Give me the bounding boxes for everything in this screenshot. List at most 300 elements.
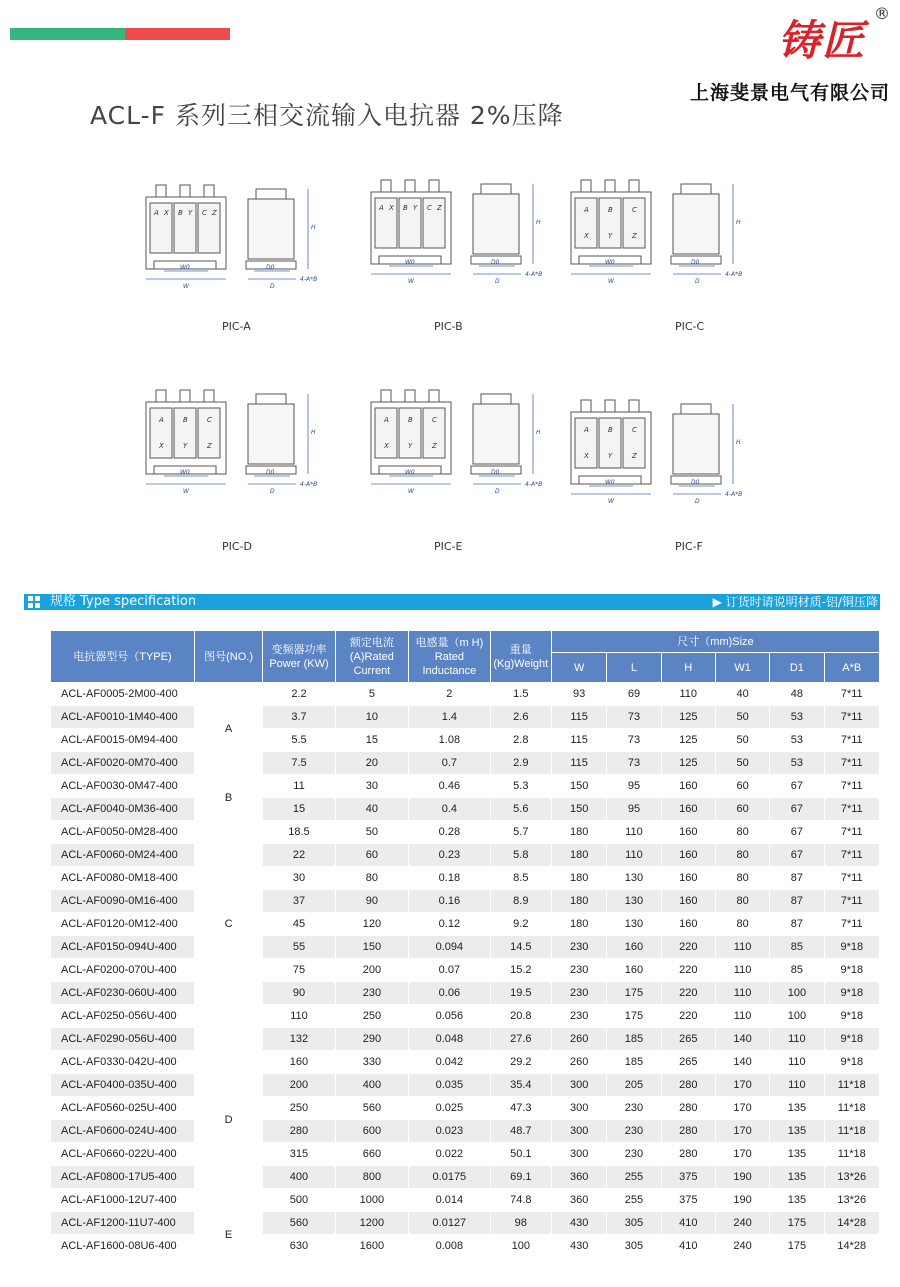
- cell-value: 35.4: [490, 1074, 551, 1097]
- order-note: ▶ 订货时请说明材质-铝/铜压降: [712, 595, 878, 609]
- cell-value: 55: [263, 936, 335, 959]
- cell-value: 220: [661, 982, 715, 1005]
- cell-value: 67: [770, 821, 824, 844]
- cell-value: 180: [551, 867, 606, 890]
- cell-value: 0.025: [409, 1097, 490, 1120]
- dimension-label: 4-A*B: [725, 271, 743, 278]
- cell-value: 5.7: [490, 821, 551, 844]
- cell-value: 230: [551, 1005, 606, 1028]
- cell-value: 500: [263, 1189, 335, 1212]
- coil-label: B: [183, 416, 188, 424]
- coil-label: C: [427, 204, 432, 212]
- cell-value: 5.6: [490, 798, 551, 821]
- cell-value: 230: [551, 936, 606, 959]
- terminal: [605, 400, 615, 412]
- cell-type: ACL-AF0020-0M70-400: [51, 752, 195, 775]
- cell-value: 2: [409, 683, 490, 706]
- cell-value: 110: [263, 1005, 335, 1028]
- cell-value: 260: [551, 1028, 606, 1051]
- cell-value: 2.8: [490, 729, 551, 752]
- drawing-label: PIC-C: [675, 320, 705, 333]
- cell-value: 360: [551, 1166, 606, 1189]
- cell-value: 7*11: [824, 752, 879, 775]
- cell-value: 305: [607, 1235, 661, 1258]
- dimension-label: W: [183, 488, 189, 495]
- cell-value: 160: [607, 936, 661, 959]
- cell-value: 8.9: [490, 890, 551, 913]
- cell-value: 125: [661, 706, 715, 729]
- cell-value: 50.1: [490, 1143, 551, 1166]
- cell-value: 90: [335, 890, 408, 913]
- cell-value: 15: [335, 729, 408, 752]
- cell-value: 0.28: [409, 821, 490, 844]
- decor-color-bar: [10, 28, 230, 40]
- coil-label: Y: [413, 204, 418, 212]
- cell-value: 125: [661, 752, 715, 775]
- cell-value: 130: [607, 913, 661, 936]
- cell-value: 69.1: [490, 1166, 551, 1189]
- cell-value: 180: [551, 844, 606, 867]
- coil-label: Z: [632, 452, 637, 460]
- table-row: [51, 844, 880, 867]
- cell-value: 95: [607, 798, 661, 821]
- coil-label: C: [207, 416, 212, 424]
- cell-value: 630: [263, 1235, 335, 1258]
- header-size: 尺寸（mm)Size: [551, 631, 879, 653]
- cell-value: 110: [715, 982, 769, 1005]
- cell-type: ACL-AF0120-0M12-400: [51, 913, 195, 936]
- cell-value: 410: [661, 1212, 715, 1235]
- side-terminal: [256, 189, 286, 199]
- dimension-label: W0: [180, 264, 190, 271]
- cell-value: 9*18: [824, 1005, 879, 1028]
- cell-value: 140: [715, 1028, 769, 1051]
- drawing-label: PIC-B: [434, 320, 463, 333]
- terminal: [204, 390, 214, 402]
- cell-type: ACL-AF0005-2M00-400: [51, 683, 195, 706]
- cell-value: 9.2: [490, 913, 551, 936]
- dimension-label: D0: [491, 469, 500, 476]
- header-size-col: H: [661, 653, 715, 683]
- drawing-pic-c: [565, 170, 765, 310]
- spec-table: [50, 630, 880, 1258]
- coil-label: C: [632, 206, 637, 214]
- cell-value: 5.3: [490, 775, 551, 798]
- cell-pic: E: [194, 1212, 262, 1258]
- cell-value: 180: [551, 821, 606, 844]
- cell-value: 0.023: [409, 1120, 490, 1143]
- cell-value: 80: [715, 890, 769, 913]
- cell-type: ACL-AF1600-08U6-400: [51, 1235, 195, 1258]
- cell-value: 160: [661, 913, 715, 936]
- cell-value: 5.5: [263, 729, 335, 752]
- dimension-label: H: [311, 224, 316, 231]
- cell-value: 140: [715, 1051, 769, 1074]
- dimension-label: D: [495, 488, 500, 495]
- cell-value: 40: [715, 683, 769, 706]
- cell-value: 330: [335, 1051, 408, 1074]
- cell-value: 410: [661, 1235, 715, 1258]
- cell-value: 2.9: [490, 752, 551, 775]
- cell-value: 7*11: [824, 867, 879, 890]
- side-view: [248, 404, 294, 464]
- cell-value: 110: [770, 1028, 824, 1051]
- cell-value: 160: [661, 821, 715, 844]
- cell-type: ACL-AF0040-0M36-400: [51, 798, 195, 821]
- table-row: [51, 821, 880, 844]
- coil-label: A: [384, 416, 389, 424]
- cell-value: 160: [661, 775, 715, 798]
- cell-value: 90: [263, 982, 335, 1005]
- cell-value: 0.06: [409, 982, 490, 1005]
- cell-value: 375: [661, 1189, 715, 1212]
- cell-value: 0.46: [409, 775, 490, 798]
- cell-type: ACL-AF0010-1M40-400: [51, 706, 195, 729]
- dimension-label: H: [736, 439, 741, 446]
- cell-value: 315: [263, 1143, 335, 1166]
- cell-value: 170: [715, 1074, 769, 1097]
- cell-type: ACL-AF0030-0M47-400: [51, 775, 195, 798]
- cell-value: 7*11: [824, 798, 879, 821]
- cell-value: 80: [715, 821, 769, 844]
- terminal: [581, 400, 591, 412]
- dimension-label: D: [495, 278, 500, 285]
- cell-pic: C: [194, 821, 262, 1028]
- cell-value: 80: [715, 913, 769, 936]
- side-view: [473, 194, 519, 254]
- table-row: [51, 913, 880, 936]
- cell-value: 18.5: [263, 821, 335, 844]
- drawing-pic-a: [140, 175, 340, 315]
- cell-value: 280: [661, 1120, 715, 1143]
- coil-label: X: [584, 232, 589, 240]
- dimension-label: W0: [405, 469, 415, 476]
- cell-value: 85: [770, 936, 824, 959]
- cell-type: ACL-AF0600-024U-400: [51, 1120, 195, 1143]
- table-row: [51, 683, 880, 706]
- cell-value: 220: [661, 959, 715, 982]
- cell-type: ACL-AF0330-042U-400: [51, 1051, 195, 1074]
- cell-value: 14*28: [824, 1212, 879, 1235]
- cell-value: 40: [335, 798, 408, 821]
- dimension-label: W0: [405, 259, 415, 266]
- cell-value: 100: [770, 982, 824, 1005]
- cell-value: 0.035: [409, 1074, 490, 1097]
- dimension-label: W: [608, 278, 614, 285]
- table-row: [51, 867, 880, 890]
- table-row: [51, 890, 880, 913]
- drawing-label: PIC-E: [434, 540, 463, 553]
- cell-value: 27.6: [490, 1028, 551, 1051]
- cell-value: 0.16: [409, 890, 490, 913]
- spec-section-header: [24, 594, 880, 610]
- terminal: [204, 185, 214, 197]
- dimension-label: 4-A*B: [300, 481, 318, 488]
- cell-value: 560: [263, 1212, 335, 1235]
- dimension-label: 4-A*B: [300, 276, 318, 283]
- cell-value: 135: [770, 1166, 824, 1189]
- cell-value: 170: [715, 1143, 769, 1166]
- table-row: [51, 729, 880, 752]
- terminal: [429, 180, 439, 192]
- terminal: [581, 180, 591, 192]
- side-terminal: [481, 394, 511, 404]
- section-title: 规格 Type specification: [50, 594, 197, 609]
- cell-value: 170: [715, 1120, 769, 1143]
- dimension-label: W0: [605, 259, 615, 266]
- header-inductance: 电感量（m H) Rated Inductance: [409, 631, 490, 683]
- cell-value: 7*11: [824, 775, 879, 798]
- cell-value: 7*11: [824, 844, 879, 867]
- cell-value: 280: [661, 1143, 715, 1166]
- cell-value: 98: [490, 1212, 551, 1235]
- cell-value: 190: [715, 1166, 769, 1189]
- cell-type: ACL-AF0800-17U5-400: [51, 1166, 195, 1189]
- dimension-label: 4-A*B: [525, 271, 543, 278]
- cell-value: 185: [607, 1051, 661, 1074]
- cell-value: 560: [335, 1097, 408, 1120]
- cell-value: 190: [715, 1189, 769, 1212]
- cell-value: 60: [715, 775, 769, 798]
- cell-value: 47.3: [490, 1097, 551, 1120]
- coil-label: X: [159, 442, 164, 450]
- cell-value: 15.2: [490, 959, 551, 982]
- cell-value: 14.5: [490, 936, 551, 959]
- cell-value: 255: [607, 1166, 661, 1189]
- cell-value: 11*18: [824, 1074, 879, 1097]
- coil-label: Z: [212, 209, 217, 217]
- cell-value: 300: [551, 1120, 606, 1143]
- coil-label: B: [403, 204, 408, 212]
- cell-value: 60: [335, 844, 408, 867]
- cell-value: 50: [715, 752, 769, 775]
- dimension-label: W0: [605, 479, 615, 486]
- table-row: [51, 959, 880, 982]
- cell-value: 110: [770, 1074, 824, 1097]
- cell-value: 360: [551, 1189, 606, 1212]
- dimension-label: W: [408, 278, 414, 285]
- table-row: [51, 936, 880, 959]
- drawing-label: PIC-D: [222, 540, 252, 553]
- dimension-label: W: [183, 283, 189, 290]
- table-row: [51, 1166, 880, 1189]
- cell-value: 0.042: [409, 1051, 490, 1074]
- cell-value: 67: [770, 798, 824, 821]
- dimension-label: D0: [266, 469, 275, 476]
- cell-value: 230: [551, 959, 606, 982]
- cell-value: 7*11: [824, 706, 879, 729]
- cell-value: 15: [263, 798, 335, 821]
- cell-value: 135: [770, 1120, 824, 1143]
- dimension-label: 4-A*B: [525, 481, 543, 488]
- cell-pic: A: [194, 683, 262, 775]
- cell-value: 160: [661, 844, 715, 867]
- cell-value: 260: [551, 1051, 606, 1074]
- cell-value: 7*11: [824, 913, 879, 936]
- header-size-col: A*B: [824, 653, 879, 683]
- cell-value: 175: [770, 1235, 824, 1258]
- cell-value: 175: [607, 1005, 661, 1028]
- cell-value: 9*18: [824, 982, 879, 1005]
- dimension-label: W0: [180, 469, 190, 476]
- cell-type: ACL-AF0050-0M28-400: [51, 821, 195, 844]
- cell-type: ACL-AF0400-035U-400: [51, 1074, 195, 1097]
- cell-value: 80: [715, 867, 769, 890]
- table-row: [51, 798, 880, 821]
- coil-label: Z: [432, 442, 437, 450]
- cell-value: 150: [551, 775, 606, 798]
- cell-type: ACL-AF0150-094U-400: [51, 936, 195, 959]
- cell-value: 400: [263, 1166, 335, 1189]
- cell-value: 250: [263, 1097, 335, 1120]
- dimension-label: D0: [691, 259, 700, 266]
- drawing-label: PIC-F: [675, 540, 703, 553]
- drawing-pic-e: [365, 380, 565, 520]
- cell-value: 280: [661, 1097, 715, 1120]
- cell-value: 240: [715, 1235, 769, 1258]
- cell-value: 50: [335, 821, 408, 844]
- header-size-col: L: [607, 653, 661, 683]
- cell-type: ACL-AF0560-025U-400: [51, 1097, 195, 1120]
- cell-value: 0.048: [409, 1028, 490, 1051]
- cell-value: 87: [770, 890, 824, 913]
- cell-value: 9*18: [824, 936, 879, 959]
- cell-value: 230: [335, 982, 408, 1005]
- cell-value: 1000: [335, 1189, 408, 1212]
- cell-value: 200: [263, 1074, 335, 1097]
- cell-type: ACL-AF1000-12U7-400: [51, 1189, 195, 1212]
- cell-value: 110: [607, 844, 661, 867]
- header-pic: 图号(NO.): [194, 631, 262, 683]
- cell-value: 160: [661, 867, 715, 890]
- coil-label: X: [584, 452, 589, 460]
- coil-label: Z: [437, 204, 442, 212]
- cell-value: 375: [661, 1166, 715, 1189]
- cell-value: 87: [770, 867, 824, 890]
- table-row: [51, 1235, 880, 1258]
- coil-label: C: [632, 426, 637, 434]
- coil-label: Y: [608, 232, 613, 240]
- cell-type: ACL-AF0250-056U-400: [51, 1005, 195, 1028]
- header-weight: 重量 (Kg)Weight: [490, 631, 551, 683]
- cell-value: 50: [715, 729, 769, 752]
- cell-value: 93: [551, 683, 606, 706]
- cell-value: 300: [551, 1097, 606, 1120]
- dimension-label: W: [408, 488, 414, 495]
- cell-value: 115: [551, 752, 606, 775]
- cell-value: 0.23: [409, 844, 490, 867]
- cell-value: 220: [661, 1005, 715, 1028]
- cell-value: 11*18: [824, 1097, 879, 1120]
- dimension-label: D: [270, 283, 275, 290]
- coil-label: X: [384, 442, 389, 450]
- cell-value: 170: [715, 1097, 769, 1120]
- dimension-label: H: [536, 219, 541, 226]
- cell-value: 265: [661, 1028, 715, 1051]
- cell-value: 130: [607, 890, 661, 913]
- cell-value: 30: [263, 867, 335, 890]
- cell-value: 255: [607, 1189, 661, 1212]
- cell-value: 135: [770, 1143, 824, 1166]
- cell-value: 73: [607, 752, 661, 775]
- cell-value: 160: [263, 1051, 335, 1074]
- side-view: [673, 194, 719, 254]
- table-row: [51, 982, 880, 1005]
- coil-label: Z: [632, 232, 637, 240]
- cell-value: 0.014: [409, 1189, 490, 1212]
- table-row: [51, 1189, 880, 1212]
- drawing-pic-b: [365, 170, 565, 310]
- cell-value: 11*18: [824, 1143, 879, 1166]
- cell-value: 125: [661, 729, 715, 752]
- cell-value: 10: [335, 706, 408, 729]
- coil-label: B: [408, 416, 413, 424]
- table-row: [51, 1005, 880, 1028]
- dimension-label: 4-A*B: [725, 491, 743, 498]
- cell-value: 22: [263, 844, 335, 867]
- cell-value: 5: [335, 683, 408, 706]
- cell-type: ACL-AF1200-11U7-400: [51, 1212, 195, 1235]
- cell-value: 60: [715, 798, 769, 821]
- cell-value: 19.5: [490, 982, 551, 1005]
- dimension-label: D0: [266, 264, 275, 271]
- coil-label: B: [608, 426, 613, 434]
- coil-label: Y: [408, 442, 413, 450]
- cell-value: 430: [551, 1212, 606, 1235]
- cell-value: 14*28: [824, 1235, 879, 1258]
- cell-value: 0.0127: [409, 1212, 490, 1235]
- cell-type: ACL-AF0290-056U-400: [51, 1028, 195, 1051]
- cell-value: 9*18: [824, 959, 879, 982]
- cell-value: 73: [607, 729, 661, 752]
- cell-value: 0.008: [409, 1235, 490, 1258]
- table-row: [51, 706, 880, 729]
- company-name: 上海斐景电气有限公司: [689, 82, 890, 104]
- cell-value: 220: [661, 936, 715, 959]
- cell-value: 110: [607, 821, 661, 844]
- cell-value: 69: [607, 683, 661, 706]
- cell-value: 9*18: [824, 1051, 879, 1074]
- cell-type: ACL-AF0015-0M94-400: [51, 729, 195, 752]
- cell-value: 0.022: [409, 1143, 490, 1166]
- coil-label: X: [164, 209, 169, 217]
- table-row: [51, 1212, 880, 1235]
- terminal: [405, 390, 415, 402]
- cell-value: 75: [263, 959, 335, 982]
- cell-value: 110: [715, 936, 769, 959]
- cell-value: 135: [770, 1097, 824, 1120]
- dimension-label: D: [695, 278, 700, 285]
- cell-value: 660: [335, 1143, 408, 1166]
- dimension-label: H: [536, 429, 541, 436]
- cell-value: 9*18: [824, 1028, 879, 1051]
- cell-value: 80: [335, 867, 408, 890]
- cell-value: 50: [715, 706, 769, 729]
- terminal: [629, 400, 639, 412]
- cell-value: 400: [335, 1074, 408, 1097]
- header-size-col: W: [551, 653, 606, 683]
- page-title: ACL-F 系列三相交流输入电抗器 2%压降: [90, 101, 564, 130]
- cell-value: 305: [607, 1212, 661, 1235]
- cell-value: 1.5: [490, 683, 551, 706]
- header-size-col: W1: [715, 653, 769, 683]
- coil-label: A: [154, 209, 159, 217]
- brand-logo: 铸匠 ®: [777, 4, 890, 65]
- cell-value: 0.07: [409, 959, 490, 982]
- cell-value: 200: [335, 959, 408, 982]
- table-row: [51, 1143, 880, 1166]
- dimension-label: H: [311, 429, 316, 436]
